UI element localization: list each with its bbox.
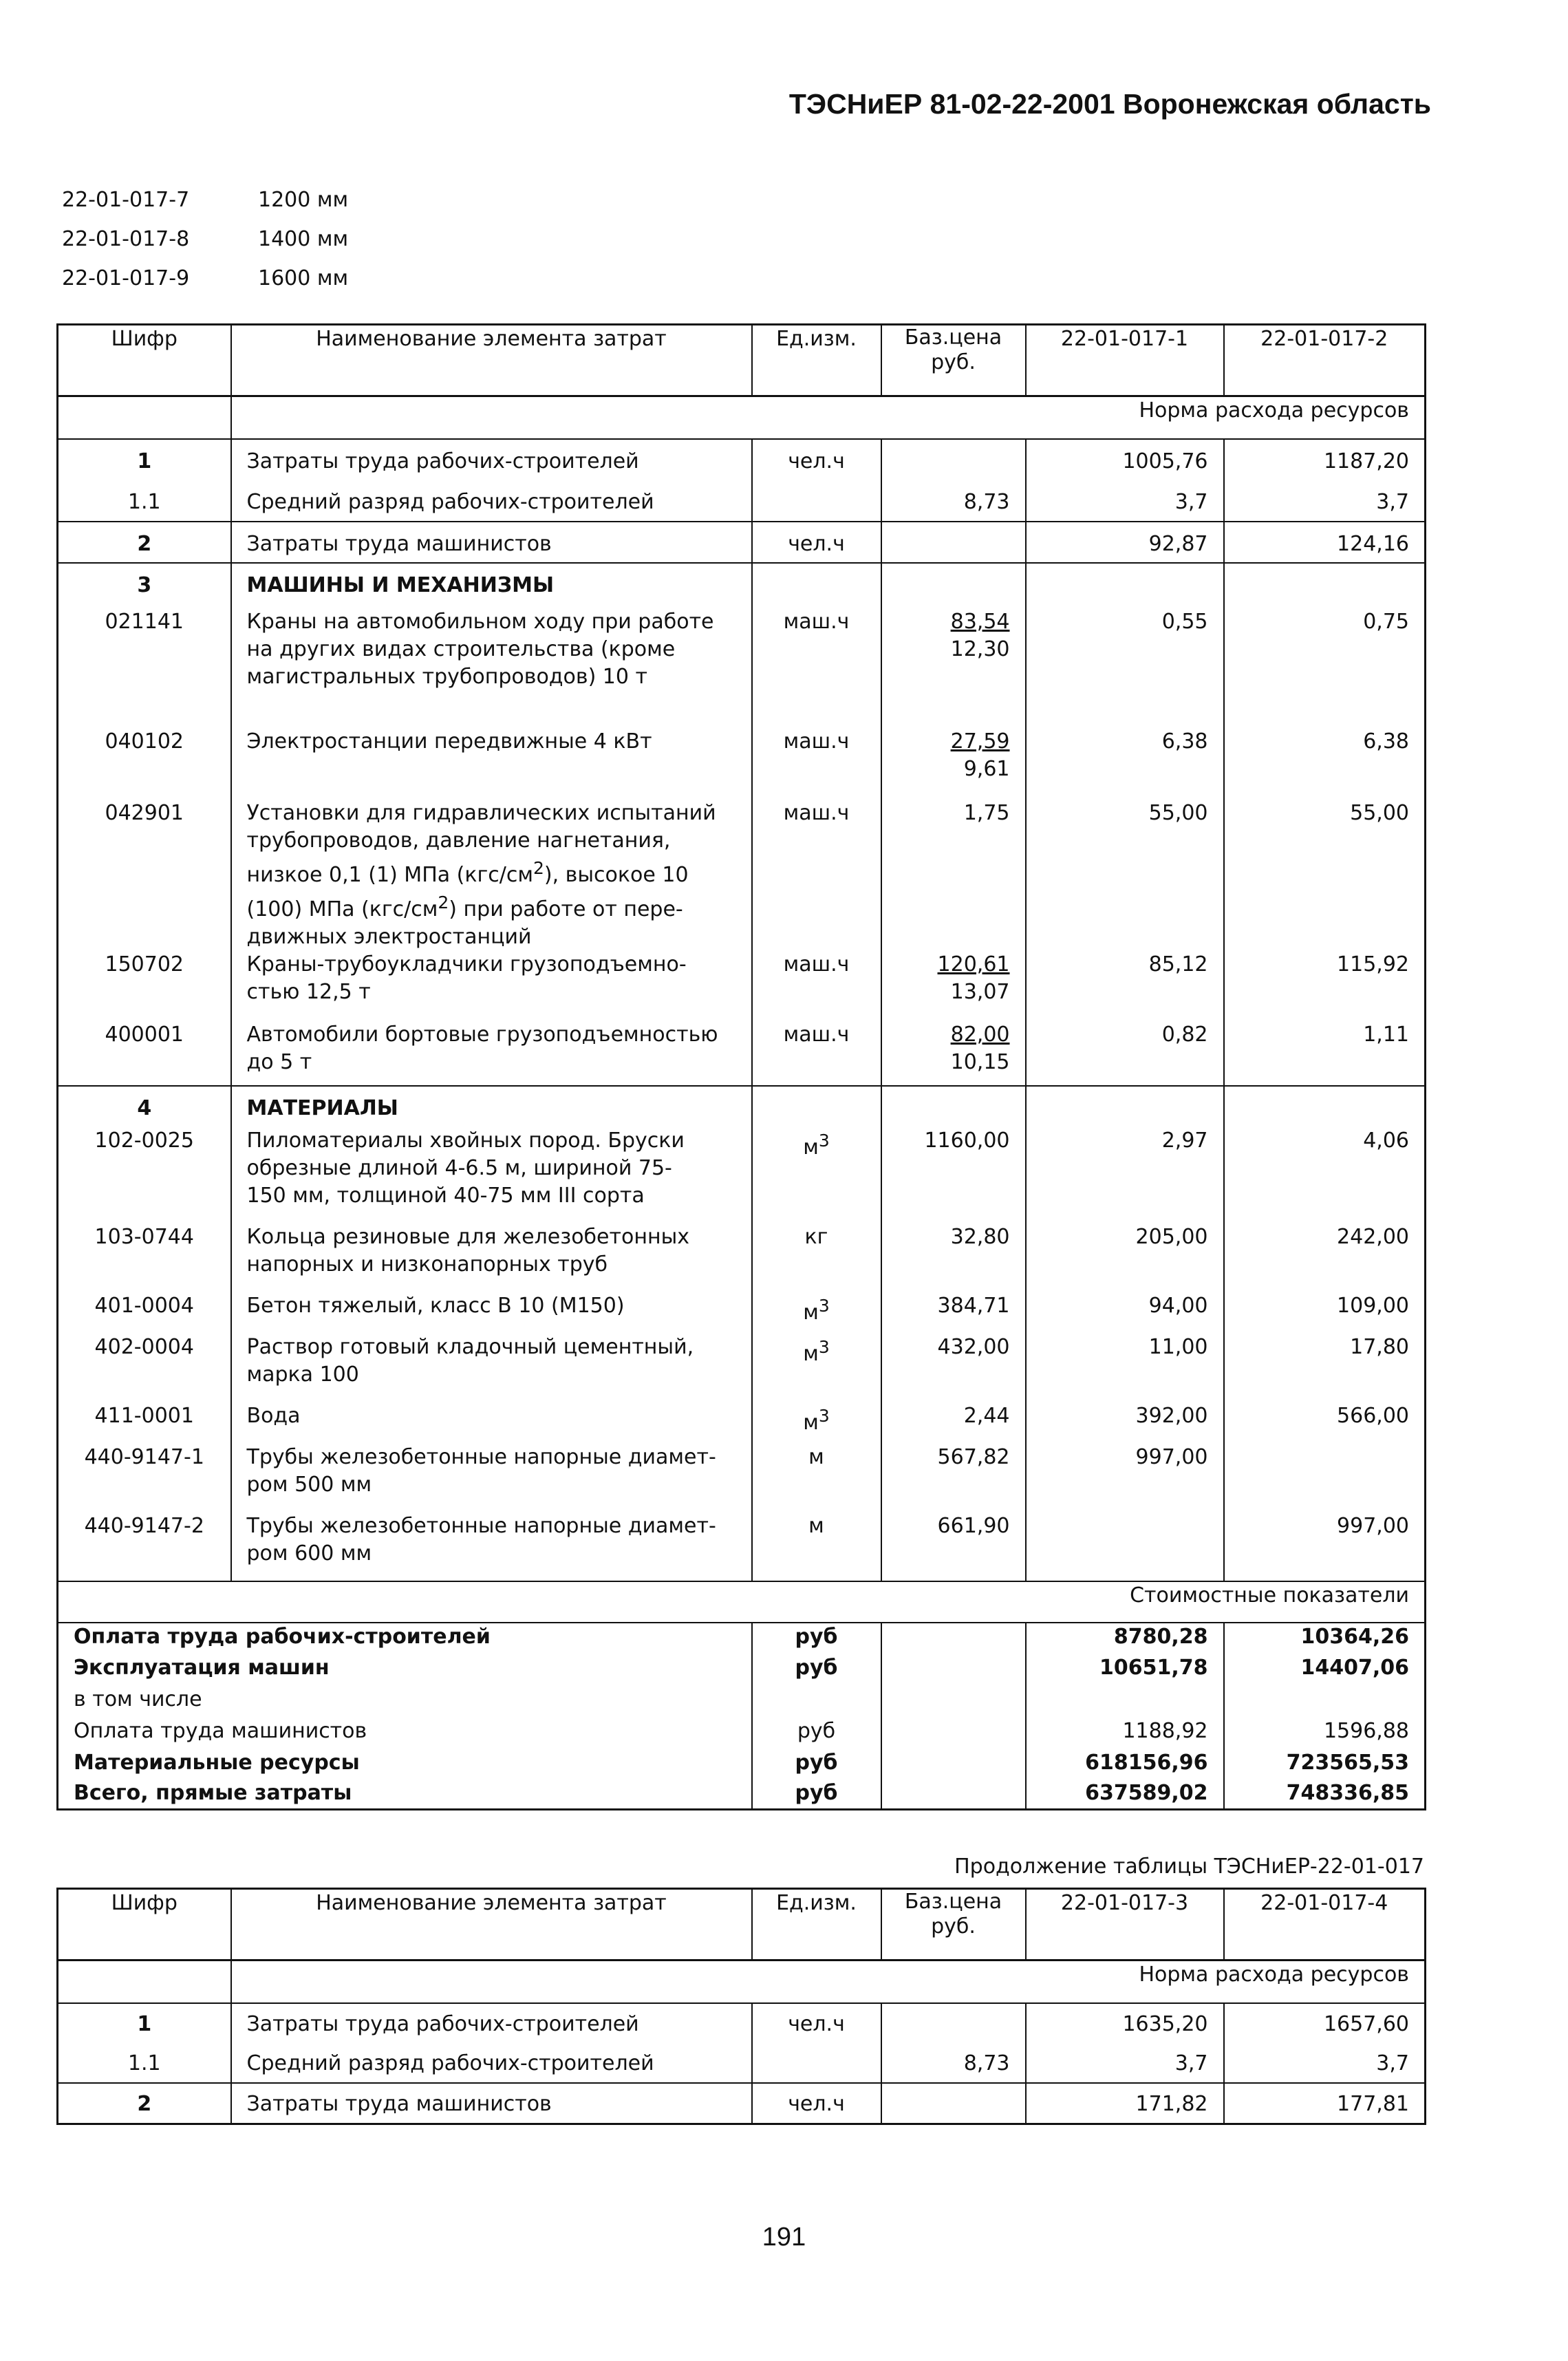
summary-row [58, 1749, 1426, 1780]
row-name [231, 1127, 752, 1224]
row-price: 8,73 [881, 2043, 1026, 2083]
superscript: 3 [818, 1336, 830, 1357]
code: 22-01-017-9 [62, 266, 190, 290]
row-name: Затраты труда рабочих-строителей [231, 2003, 752, 2043]
summary-value-2: 748336,85 [1224, 1780, 1426, 1810]
price-value: 83,54 [950, 609, 1010, 634]
name-line: ром 600 мм [246, 1541, 372, 1566]
row-price: 661,90 [881, 1513, 1026, 1581]
row-value-1: 94,00 [1026, 1292, 1224, 1334]
row-name [231, 951, 752, 1021]
name-line: магистральных трубопроводов) 10 т [246, 664, 647, 689]
summary-unit: руб [752, 1718, 881, 1749]
row-price: 432,00 [881, 1334, 1026, 1402]
code: 22-01-017-8 [62, 227, 190, 251]
price-header-line2: руб. [931, 1914, 976, 1938]
row-code: 040102 [58, 728, 231, 800]
row-value-2: 1187,20 [1224, 439, 1426, 480]
norm-label: Норма расхода ресурсов [752, 396, 1426, 439]
superscript: 2 [438, 892, 449, 912]
row-name: Средний разряд рабочих-строителей [231, 2043, 752, 2083]
section-code: 4 [58, 1086, 231, 1127]
row-value-2: 3,7 [1224, 2043, 1426, 2083]
name-line: трубопроводов, давление нагнетания, [246, 828, 671, 853]
row-name: Затраты труда машинистов [231, 522, 752, 563]
row-price: 567,82 [881, 1444, 1026, 1513]
table-row [58, 1021, 1426, 1086]
section-title: МАШИНЫ И МЕХАНИЗМЫ [231, 563, 752, 604]
size: 1200 мм [258, 188, 349, 212]
row-value-1: 1635,20 [1026, 2003, 1224, 2043]
summary-unit: руб [752, 1780, 881, 1810]
price-value: 27,59 [950, 729, 1010, 754]
row-price: 32,80 [881, 1224, 1026, 1292]
name-line: Краны-трубоукладчики грузоподъемно- [246, 952, 687, 976]
row-unit: маш.ч [752, 1021, 881, 1086]
row-value-2: 55,00 [1224, 800, 1426, 951]
price-value: 120,61 [937, 952, 1010, 976]
row-value-1: 11,00 [1026, 1334, 1224, 1402]
col-header-unit: Ед.изм. [752, 1889, 881, 1961]
summary-row [58, 1686, 1426, 1718]
row-unit [752, 1402, 881, 1444]
code-size-list [62, 180, 348, 298]
name-part: (100) МПа (кгс/см [246, 897, 438, 921]
row-value-2: 109,00 [1224, 1292, 1426, 1334]
row-value-2 [1224, 1444, 1426, 1513]
unit-text: м [803, 1410, 819, 1435]
row-value-1: 0,55 [1026, 604, 1224, 728]
row-price [881, 1021, 1026, 1086]
row-name [231, 1444, 752, 1513]
row-name: Средний разряд рабочих-строителей [231, 480, 752, 522]
name-line: марка 100 [246, 1362, 359, 1387]
superscript: 3 [818, 1405, 830, 1426]
summary-label: Эксплуатация машин [58, 1654, 752, 1686]
row-unit: маш.ч [752, 951, 881, 1021]
continuation-caption: Продолжение таблицы ТЭСНиЕР-22-01-017 [954, 1855, 1424, 1879]
row-unit [752, 1127, 881, 1224]
row-value-2: 0,75 [1224, 604, 1426, 728]
table-row [58, 2083, 1426, 2124]
name-line: Трубы железобетонные напорные диамет- [246, 1513, 716, 1538]
name-part: ), высокое 10 [544, 862, 689, 887]
name-line: Пиломатериалы хвойных пород. Бруски [246, 1128, 685, 1153]
summary-value-1: 10651,78 [1026, 1654, 1224, 1686]
summary-row [58, 1623, 1426, 1654]
summary-unit: руб [752, 1749, 881, 1780]
code-size-row [62, 259, 348, 298]
name-line: напорных и низконапорных труб [246, 1252, 608, 1276]
row-name [231, 1334, 752, 1402]
summary-label: Оплата труда машинистов [58, 1718, 752, 1749]
code-size-row [62, 180, 348, 220]
row-unit [752, 1334, 881, 1402]
summary-row [58, 1654, 1426, 1686]
table-row [58, 1292, 1426, 1334]
name-line: до 5 т [246, 1049, 312, 1074]
name-line [247, 889, 736, 923]
row-price [881, 728, 1026, 800]
page-number: 191 [762, 2223, 806, 2252]
row-code: 2 [58, 2083, 231, 2124]
row-value-2: 124,16 [1224, 522, 1426, 563]
price-sub-value: 13,07 [950, 979, 1010, 1004]
row-name [231, 800, 752, 951]
row-code: 402-0004 [58, 1334, 231, 1402]
row-value-1: 1005,76 [1026, 439, 1224, 480]
row-name: Затраты труда рабочих-строителей [231, 439, 752, 480]
size: 1400 мм [258, 227, 349, 251]
table-row [58, 439, 1426, 480]
row-value-2: 115,92 [1224, 951, 1426, 1021]
row-unit: м [752, 1444, 881, 1513]
col-header-shifr: Шифр [58, 1889, 231, 1961]
table-row [58, 2003, 1426, 2043]
price-header-line2: руб. [931, 350, 976, 374]
row-value-1: 171,82 [1026, 2083, 1224, 2124]
row-unit: маш.ч [752, 604, 881, 728]
row-price [881, 951, 1026, 1021]
name-line: движных электростанций [246, 924, 532, 949]
table-row [58, 480, 1426, 522]
norm-label-row [58, 396, 1426, 439]
row-value-1: 392,00 [1026, 1402, 1224, 1444]
summary-value-2: 723565,53 [1224, 1749, 1426, 1780]
cost-label-row [58, 1581, 1426, 1623]
name-line: на других видах строительства (кроме [246, 637, 676, 661]
col-header-1: 22-01-017-1 [1026, 325, 1224, 396]
norm-label: Норма расхода ресурсов [752, 1961, 1426, 2003]
table-row [58, 604, 1426, 728]
row-code: 1.1 [58, 2043, 231, 2083]
row-price: 2,44 [881, 1402, 1026, 1444]
section-header-row [58, 563, 1426, 604]
name-line: Трубы железобетонные напорные диамет- [246, 1444, 716, 1469]
name-line: стью 12,5 т [246, 979, 371, 1004]
row-code: 440-9147-1 [58, 1444, 231, 1513]
name-line: Кольца резиновые для железобетонных [246, 1224, 690, 1249]
row-code: 440-9147-2 [58, 1513, 231, 1581]
row-value-2: 566,00 [1224, 1402, 1426, 1444]
norm-label-row [58, 1961, 1426, 2003]
summary-value-2: 14407,06 [1224, 1654, 1426, 1686]
row-value-1: 0,82 [1026, 1021, 1224, 1086]
section-title: МАТЕРИАЛЫ [231, 1086, 752, 1127]
col-header-name: Наименование элемента затрат [231, 1889, 752, 1961]
name-part: низкое 0,1 (1) МПа (кгс/см [246, 862, 533, 887]
table-row [58, 2043, 1426, 2083]
row-code: 1.1 [58, 480, 231, 522]
summary-value-1: 618156,96 [1026, 1749, 1224, 1780]
table-row [58, 1334, 1426, 1402]
row-code: 401-0004 [58, 1292, 231, 1334]
row-value-2: 3,7 [1224, 480, 1426, 522]
row-code: 021141 [58, 604, 231, 728]
summary-row [58, 1718, 1426, 1749]
col-header-2: 22-01-017-4 [1224, 1889, 1426, 1961]
row-name [231, 1021, 752, 1086]
row-price [881, 604, 1026, 728]
summary-value-1: 637589,02 [1026, 1780, 1224, 1810]
col-header-price [881, 1889, 1026, 1961]
unit-text: м [803, 1135, 819, 1160]
price-header-line1: Баз.цена [904, 1890, 1002, 1914]
table-row [58, 1513, 1426, 1581]
row-value-1: 55,00 [1026, 800, 1224, 951]
row-code: 102-0025 [58, 1127, 231, 1224]
summary-value-1: 1188,92 [1026, 1718, 1224, 1749]
row-unit: кг [752, 1224, 881, 1292]
row-name [231, 1513, 752, 1581]
row-code: 150702 [58, 951, 231, 1021]
summary-value-2: 10364,26 [1224, 1623, 1426, 1654]
summary-row [58, 1780, 1426, 1810]
name-line: ром 500 мм [246, 1472, 372, 1497]
size: 1600 мм [258, 266, 349, 290]
row-code: 103-0744 [58, 1224, 231, 1292]
row-value-2: 17,80 [1224, 1334, 1426, 1402]
row-unit [752, 1292, 881, 1334]
superscript: 3 [818, 1130, 830, 1151]
row-value-2: 1,11 [1224, 1021, 1426, 1086]
name-line: Автомобили бортовые грузоподъемностью [246, 1022, 718, 1047]
name-line: Раствор готовый кладочный цементный, [246, 1334, 694, 1359]
unit-text: м [803, 1300, 819, 1325]
price-sub-value: 9,61 [963, 756, 1010, 781]
row-unit: чел.ч [752, 2083, 881, 2124]
row-value-1: 92,87 [1026, 522, 1224, 563]
section-code: 3 [58, 563, 231, 604]
name-line: 150 мм, толщиной 40-75 мм III сорта [246, 1183, 645, 1208]
row-value-2: 242,00 [1224, 1224, 1426, 1292]
price-sub-value: 12,30 [950, 637, 1010, 661]
resource-table-2 [56, 1888, 1426, 2125]
name-line: обрезные длиной 4-6.5 м, шириной 75- [246, 1155, 672, 1180]
table-row [58, 800, 1426, 951]
table-row [58, 1402, 1426, 1444]
row-value-1 [1026, 1513, 1224, 1581]
section-header-row [58, 1086, 1426, 1127]
price-sub-value: 10,15 [950, 1049, 1010, 1074]
row-name: Бетон тяжелый, класс В 10 (М150) [231, 1292, 752, 1334]
row-name: Электростанции передвижные 4 кВт [231, 728, 752, 800]
price-header-line1: Баз.цена [904, 325, 1002, 350]
row-value-1: 85,12 [1026, 951, 1224, 1021]
summary-value-2: 1596,88 [1224, 1718, 1426, 1749]
row-code: 1 [58, 439, 231, 480]
table-header-row [58, 1889, 1426, 1961]
row-value-2: 4,06 [1224, 1127, 1426, 1224]
row-code: 2 [58, 522, 231, 563]
summary-label: в том числе [58, 1686, 752, 1718]
row-value-2: 997,00 [1224, 1513, 1426, 1581]
row-name [231, 604, 752, 728]
row-code: 400001 [58, 1021, 231, 1086]
name-line: Краны на автомобильном ходу при работе [246, 609, 714, 634]
row-unit: чел.ч [752, 2003, 881, 2043]
row-name: Затраты труда машинистов [231, 2083, 752, 2124]
table-row [58, 1444, 1426, 1513]
superscript: 3 [818, 1295, 830, 1316]
row-value-2: 6,38 [1224, 728, 1426, 800]
summary-value-1: 8780,28 [1026, 1623, 1224, 1654]
page-header: ТЭСНиЕР 81-02-22-2001 Воронежская область [788, 88, 1431, 120]
table-row [58, 1127, 1426, 1224]
row-unit: чел.ч [752, 522, 881, 563]
price-value: 82,00 [950, 1022, 1010, 1047]
resource-table-1 [56, 323, 1426, 1810]
row-value-1: 205,00 [1026, 1224, 1224, 1292]
row-code: 042901 [58, 800, 231, 951]
row-value-1: 6,38 [1026, 728, 1224, 800]
row-value-1: 3,7 [1026, 2043, 1224, 2083]
row-code: 1 [58, 2003, 231, 2043]
row-name: Вода [231, 1402, 752, 1444]
code: 22-01-017-7 [62, 188, 190, 212]
name-part: ) при работе от пере- [449, 897, 683, 921]
row-value-1: 2,97 [1026, 1127, 1224, 1224]
table-row [58, 951, 1426, 1021]
summary-label: Всего, прямые затраты [58, 1780, 752, 1810]
summary-unit: руб [752, 1654, 881, 1686]
code-size-row [62, 220, 348, 259]
name-line [247, 855, 736, 889]
summary-label: Оплата труда рабочих-строителей [58, 1623, 752, 1654]
col-header-shifr: Шифр [58, 325, 231, 396]
row-unit: чел.ч [752, 439, 881, 480]
col-header-name: Наименование элемента затрат [231, 325, 752, 396]
row-name [231, 1224, 752, 1292]
superscript: 2 [533, 857, 544, 878]
row-value-1: 3,7 [1026, 480, 1224, 522]
table-header-row [58, 325, 1426, 396]
row-unit: маш.ч [752, 800, 881, 951]
row-price: 1160,00 [881, 1127, 1026, 1224]
unit-text: м [803, 1341, 819, 1366]
row-price: 1,75 [881, 800, 1026, 951]
table-row [58, 522, 1426, 563]
summary-label: Материальные ресурсы [58, 1749, 752, 1780]
row-price: 8,73 [881, 480, 1026, 522]
summary-unit: руб [752, 1623, 881, 1654]
row-code: 411-0001 [58, 1402, 231, 1444]
row-unit: м [752, 1513, 881, 1581]
col-header-price [881, 325, 1026, 396]
table-row [58, 728, 1426, 800]
name-line: Установки для гидравлических испытаний [246, 800, 716, 825]
cost-label: Стоимостные показатели [58, 1581, 1426, 1623]
col-header-1: 22-01-017-3 [1026, 1889, 1224, 1961]
row-value-2: 177,81 [1224, 2083, 1426, 2124]
row-value-2: 1657,60 [1224, 2003, 1426, 2043]
row-unit: маш.ч [752, 728, 881, 800]
table-row [58, 1224, 1426, 1292]
row-price: 384,71 [881, 1292, 1026, 1334]
col-header-2: 22-01-017-2 [1224, 325, 1426, 396]
col-header-unit: Ед.изм. [752, 325, 881, 396]
row-value-1: 997,00 [1026, 1444, 1224, 1513]
